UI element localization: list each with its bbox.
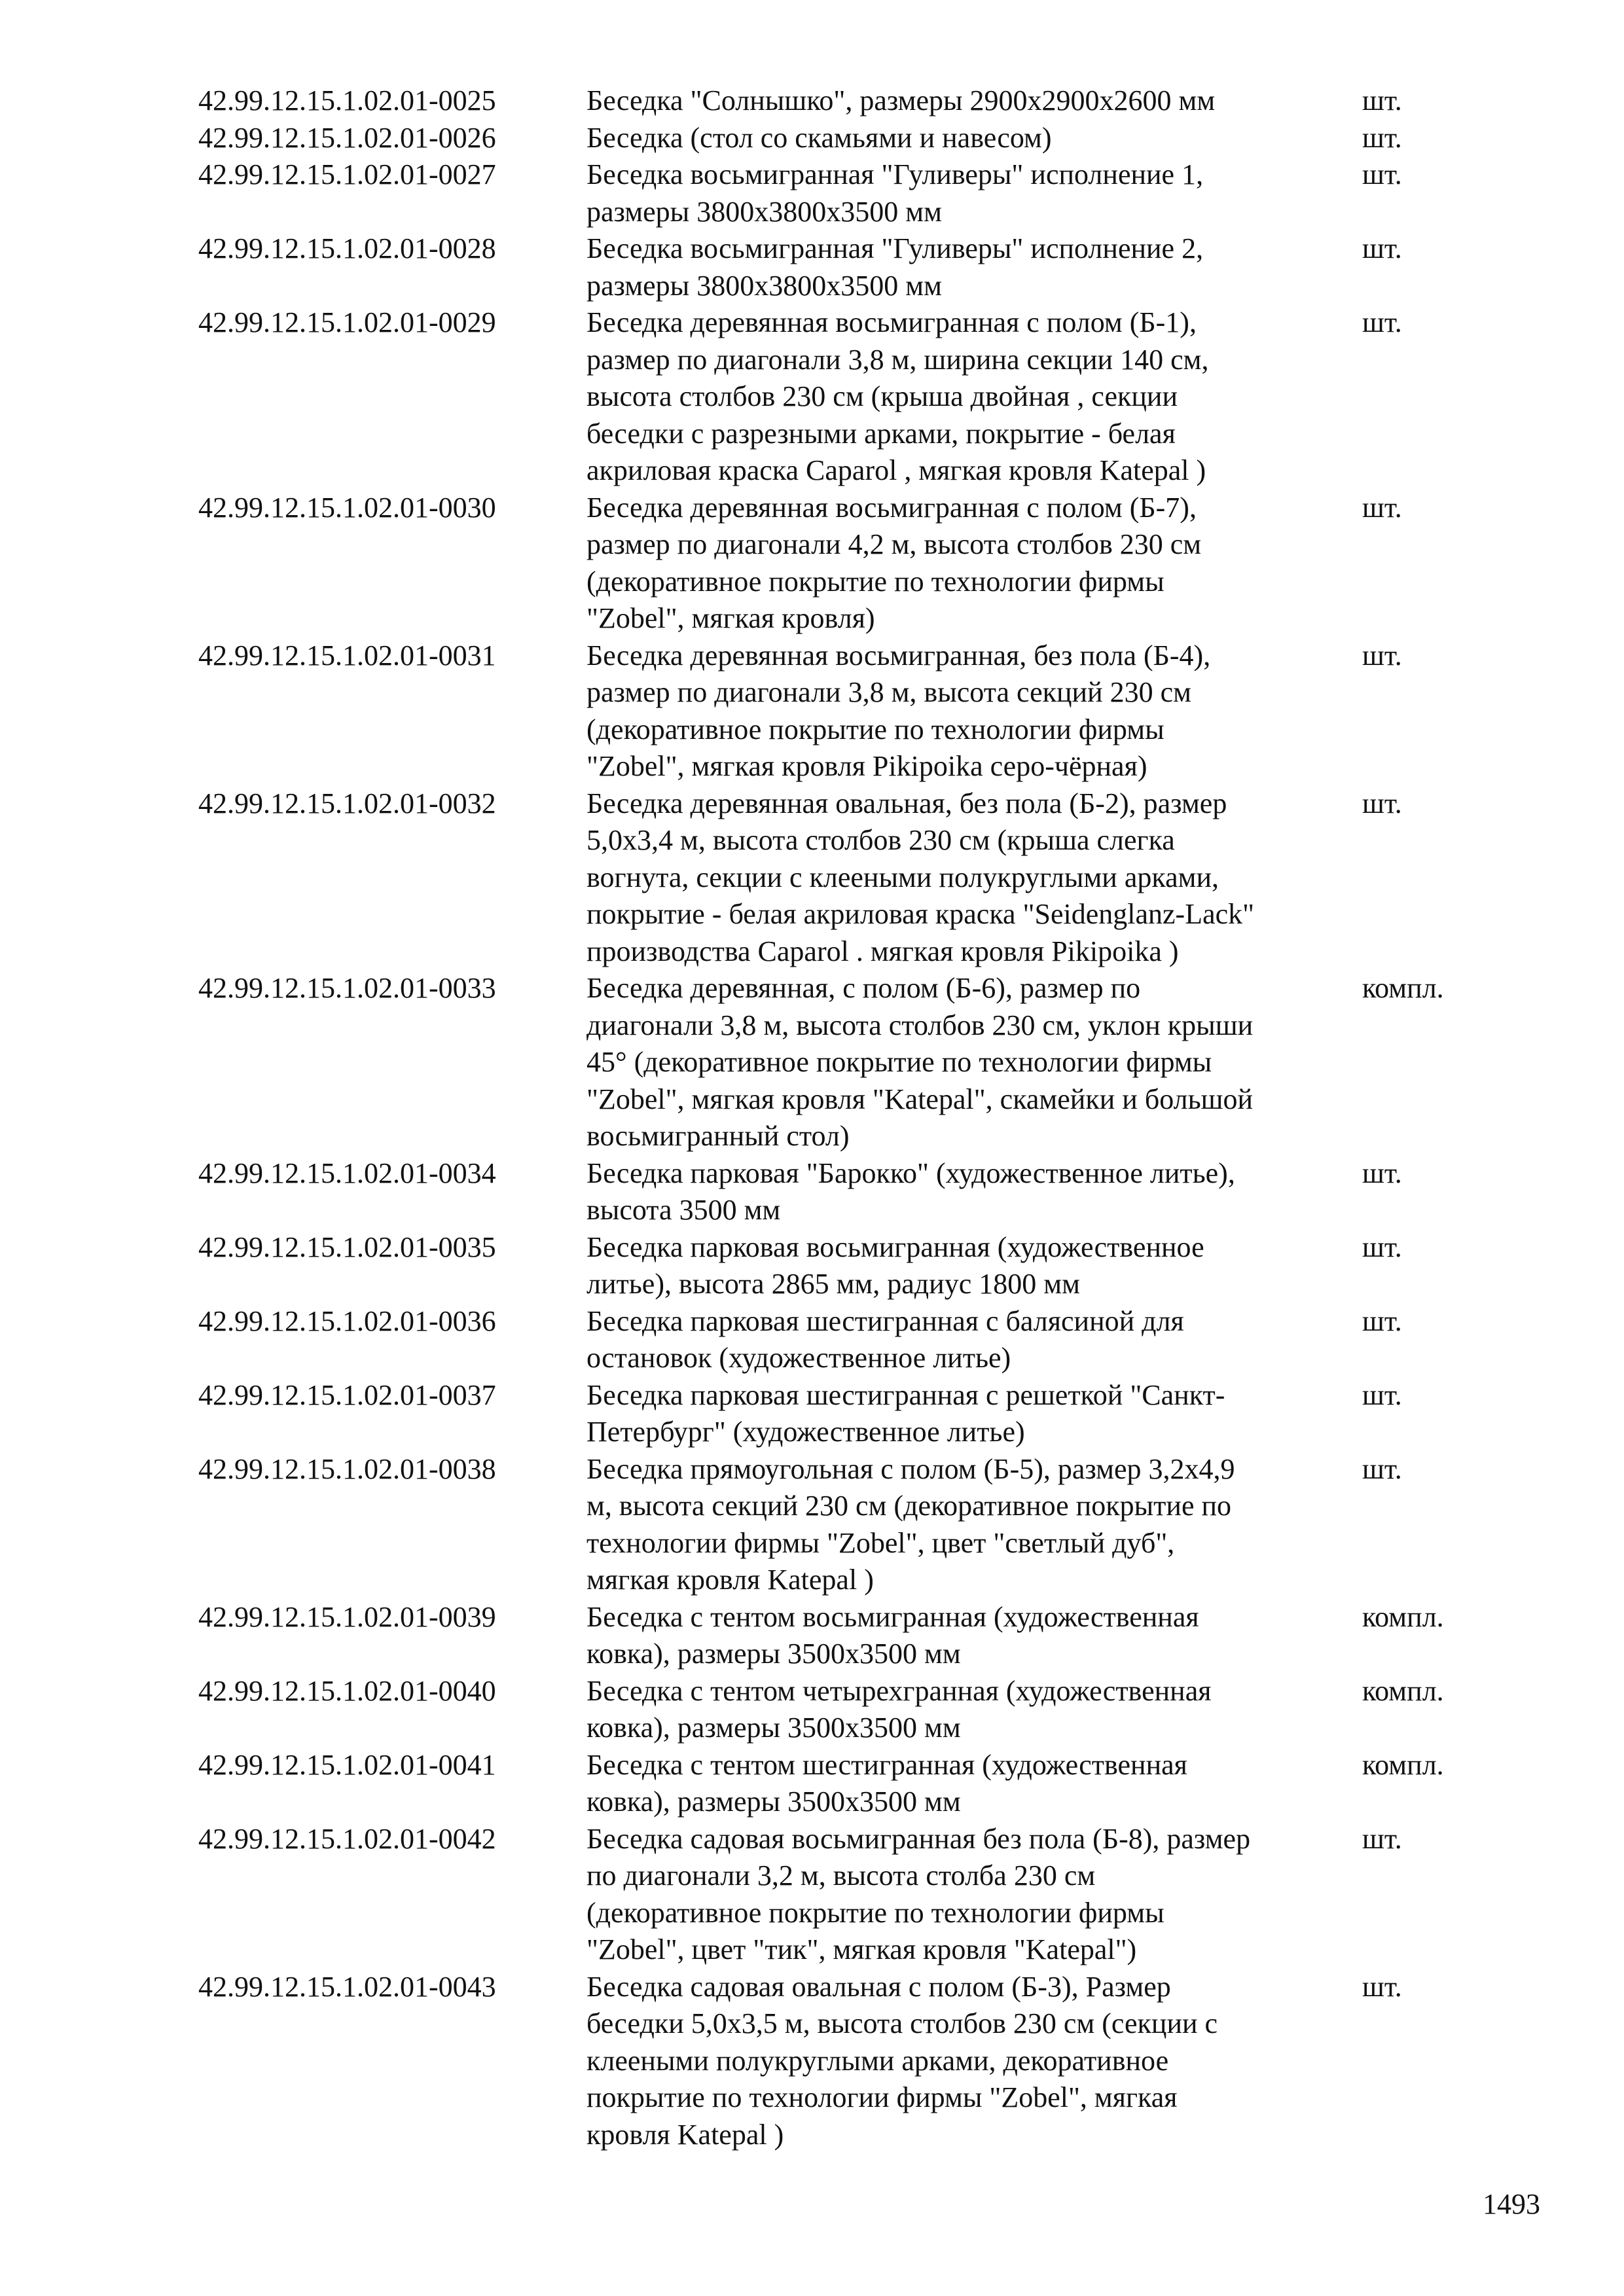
entry-description-line: Беседка садовая восьмигранная без пола (Б-8), размер bbox=[586, 1822, 1251, 1855]
entry-description bbox=[586, 1747, 1362, 1821]
entry-description-line: (декоративное покрытие по технологии фирмы bbox=[586, 1896, 1164, 1929]
entry-code: 42.99.12.15.1.02.01-0029 bbox=[198, 306, 496, 338]
entry-description-line: покрытие - белая акриловая краска "Seidenglanz-Lack" bbox=[586, 898, 1255, 930]
entry-unit: шт. bbox=[1362, 491, 1402, 524]
catalog-entry bbox=[198, 1155, 1507, 1229]
entry-description-line: Беседка парковая восьмигранная (художественное bbox=[586, 1230, 1204, 1263]
entry-code: 42.99.12.15.1.02.01-0043 bbox=[198, 1970, 496, 2003]
entry-unit: шт. bbox=[1362, 1230, 1402, 1263]
entry-unit: шт. bbox=[1362, 1970, 1402, 2003]
entry-description-line: кровля Katepal ) bbox=[586, 2118, 784, 2151]
catalog-entry bbox=[198, 120, 1507, 157]
entry-description-line: размеры 3800x3800x3500 мм bbox=[586, 195, 942, 228]
entry-description bbox=[586, 82, 1362, 120]
entry-description bbox=[586, 785, 1362, 971]
entry-description-line: м, высота секций 230 см (декоративное покрытие по bbox=[586, 1490, 1232, 1522]
entry-description bbox=[586, 1673, 1362, 1747]
entry-description-line: технологии фирмы "Zobel", цвет "светлый дуб", bbox=[586, 1526, 1175, 1559]
entry-description-line: Петербург" (художественное литье) bbox=[586, 1416, 1025, 1448]
entry-description bbox=[586, 1155, 1362, 1229]
entry-description-line: Беседка восьмигранная "Гуливеры" исполнение 2, bbox=[586, 232, 1204, 264]
entry-description-line: Беседка деревянная, с полом (Б-6), размер по bbox=[586, 972, 1141, 1004]
entry-description bbox=[586, 304, 1362, 490]
entry-description-line: производства Caparol . мягкая кровля Pikipoika ) bbox=[586, 935, 1179, 967]
entry-unit: компл. bbox=[1362, 972, 1444, 1004]
entry-description-line: восьмигранный стол) bbox=[586, 1120, 850, 1152]
entry-description-line: Беседка деревянная восьмигранная, без пола (Б-4), bbox=[586, 639, 1211, 672]
entry-description-line: Беседка парковая шестигранная с решеткой "Санкт- bbox=[586, 1378, 1225, 1411]
entry-unit: шт. bbox=[1362, 1304, 1402, 1337]
entry-code: 42.99.12.15.1.02.01-0032 bbox=[198, 787, 496, 819]
entry-unit: шт. bbox=[1362, 1452, 1402, 1485]
entry-description-line: клееными полукруглыми арками, декоративное bbox=[586, 2044, 1169, 2077]
entry-description-line: покрытие по технологии фирмы "Zobel", мягкая bbox=[586, 2081, 1178, 2113]
entry-description-line: 5,0x3,4 м, высота столбов 230 см (крыша слегка bbox=[586, 824, 1175, 856]
entry-unit: шт. bbox=[1362, 1378, 1402, 1411]
entry-description-line: Беседка восьмигранная "Гуливеры" исполнение 1, bbox=[586, 158, 1204, 190]
entry-code: 42.99.12.15.1.02.01-0030 bbox=[198, 491, 496, 524]
page-number: 1493 bbox=[1483, 2188, 1540, 2220]
entry-code: 42.99.12.15.1.02.01-0034 bbox=[198, 1157, 496, 1189]
entry-unit: шт. bbox=[1362, 1822, 1402, 1855]
entry-unit: шт. bbox=[1362, 232, 1402, 264]
entry-description-line: Беседка деревянная овальная, без пола (Б-2), размер bbox=[586, 787, 1227, 819]
entry-description bbox=[586, 1969, 1362, 2154]
entry-description-line: (декоративное покрытие по технологии фирмы bbox=[586, 713, 1164, 745]
catalog-entry bbox=[198, 230, 1507, 304]
entry-description-line: Беседка прямоугольная с полом (Б-5), размер 3,2x4,9 bbox=[586, 1452, 1235, 1485]
catalog-entry bbox=[198, 1599, 1507, 1673]
catalog-entry bbox=[198, 490, 1507, 637]
catalog-entry bbox=[198, 785, 1507, 971]
entry-description bbox=[586, 490, 1362, 637]
entry-code: 42.99.12.15.1.02.01-0026 bbox=[198, 121, 496, 154]
entry-description bbox=[586, 1821, 1362, 1969]
catalog-entries bbox=[198, 82, 1507, 2153]
entry-description-line: 45° (декоративное покрытие по технологии фирмы bbox=[586, 1046, 1212, 1078]
entry-description bbox=[586, 120, 1362, 157]
entry-description-line: Беседка деревянная восьмигранная с полом (Б-7), bbox=[586, 491, 1197, 524]
entry-description bbox=[586, 156, 1362, 230]
entry-unit: компл. bbox=[1362, 1674, 1444, 1707]
entry-description-line: мягкая кровля Katepal ) bbox=[586, 1564, 874, 1596]
entry-description-line: (декоративное покрытие по технологии фирмы bbox=[586, 565, 1164, 598]
entry-description-line: "Zobel", мягкая кровля) bbox=[586, 602, 875, 634]
catalog-entry bbox=[198, 1303, 1507, 1377]
catalog-entry bbox=[198, 304, 1507, 490]
entry-unit: шт. bbox=[1362, 121, 1402, 154]
entry-description-line: Беседка деревянная восьмигранная с полом (Б-1), bbox=[586, 306, 1197, 338]
entry-description-line: вогнута, секции с клееными полукруглыми арками, bbox=[586, 861, 1219, 893]
entry-description-line: "Zobel", мягкая кровля "Katepal", скамейки и большой bbox=[586, 1083, 1254, 1115]
entry-description-line: беседки с разрезными арками, покрытие - белая bbox=[586, 417, 1176, 450]
catalog-entry bbox=[198, 637, 1507, 785]
entry-description-line: Беседка (стол со скамьями и навесом) bbox=[586, 121, 1052, 154]
entry-description bbox=[586, 970, 1362, 1155]
catalog-entry bbox=[198, 970, 1507, 1155]
catalog-entry bbox=[198, 1377, 1507, 1451]
entry-description-line: Беседка с тентом восьмигранная (художественная bbox=[586, 1600, 1199, 1633]
entry-description-line: Беседка парковая "Барокко" (художественное литье), bbox=[586, 1157, 1235, 1189]
entry-description-line: размеры 3800x3800x3500 мм bbox=[586, 269, 942, 302]
entry-description bbox=[586, 637, 1362, 785]
entry-unit: шт. bbox=[1362, 787, 1402, 819]
entry-description-line: высота 3500 мм bbox=[586, 1194, 781, 1226]
catalog-entry bbox=[198, 1229, 1507, 1303]
entry-unit: шт. bbox=[1362, 158, 1402, 190]
entry-code: 42.99.12.15.1.02.01-0035 bbox=[198, 1230, 496, 1263]
entry-unit: шт. bbox=[1362, 639, 1402, 672]
entry-description-line: ковка), размеры 3500x3500 мм bbox=[586, 1785, 961, 1818]
entry-description-line: ковка), размеры 3500x3500 мм bbox=[586, 1712, 961, 1744]
entry-unit: компл. bbox=[1362, 1748, 1444, 1781]
entry-description-line: "Zobel", мягкая кровля Pikipoika серо-чёрная) bbox=[586, 750, 1147, 782]
entry-description-line: Беседка с тентом четырехгранная (художественная bbox=[586, 1674, 1212, 1707]
entry-code: 42.99.12.15.1.02.01-0038 bbox=[198, 1452, 496, 1485]
entry-description-line: Беседка с тентом шестигранная (художественная bbox=[586, 1748, 1187, 1781]
entry-description bbox=[586, 1451, 1362, 1599]
entry-description-line: высота столбов 230 см (крыша двойная , секции bbox=[586, 380, 1178, 412]
catalog-entry bbox=[198, 1821, 1507, 1969]
entry-description-line: размер по диагонали 3,8 м, высота секций 230 см bbox=[586, 676, 1191, 708]
entry-code: 42.99.12.15.1.02.01-0037 bbox=[198, 1378, 496, 1411]
catalog-entry bbox=[198, 1673, 1507, 1747]
entry-description bbox=[586, 1229, 1362, 1303]
entry-description-line: беседки 5,0x3,5 м, высота столбов 230 см (секции с bbox=[586, 2007, 1218, 2039]
entry-description-line: по диагонали 3,2 м, высота столба 230 см bbox=[586, 1859, 1096, 1892]
entry-unit: шт. bbox=[1362, 1157, 1402, 1189]
entry-code: 42.99.12.15.1.02.01-0033 bbox=[198, 972, 496, 1004]
entry-description-line: ковка), размеры 3500x3500 мм bbox=[586, 1638, 961, 1670]
catalog-entry bbox=[198, 1969, 1507, 2154]
entry-description-line: акриловая краска Caparol , мягкая кровля Katepal ) bbox=[586, 454, 1206, 486]
entry-code: 42.99.12.15.1.02.01-0025 bbox=[198, 84, 496, 117]
entry-code: 42.99.12.15.1.02.01-0039 bbox=[198, 1600, 496, 1633]
entry-code: 42.99.12.15.1.02.01-0027 bbox=[198, 158, 496, 190]
entry-description-line: "Zobel", цвет "тик", мягкая кровля "Katepal") bbox=[586, 1933, 1137, 1965]
entry-unit: компл. bbox=[1362, 1600, 1444, 1633]
entry-description-line: остановок (художественное литье) bbox=[586, 1342, 1011, 1374]
entry-code: 42.99.12.15.1.02.01-0036 bbox=[198, 1304, 496, 1337]
entry-code: 42.99.12.15.1.02.01-0031 bbox=[198, 639, 496, 672]
entry-code: 42.99.12.15.1.02.01-0040 bbox=[198, 1674, 496, 1707]
catalog-entry bbox=[198, 1451, 1507, 1599]
entry-description-line: размер по диагонали 3,8 м, ширина секции 140 см, bbox=[586, 343, 1209, 376]
entry-unit: шт. bbox=[1362, 306, 1402, 338]
entry-description bbox=[586, 1377, 1362, 1451]
entry-unit: шт. bbox=[1362, 84, 1402, 117]
entry-description-line: диагонали 3,8 м, высота столбов 230 см, уклон крыши bbox=[586, 1009, 1254, 1041]
entry-description-line: Беседка "Солнышко", размеры 2900x2900x2600 мм bbox=[586, 84, 1216, 117]
catalog-entry bbox=[198, 82, 1507, 120]
catalog-entry bbox=[198, 156, 1507, 230]
entry-description bbox=[586, 1303, 1362, 1377]
entry-description-line: Беседка садовая овальная с полом (Б-3), Размер bbox=[586, 1970, 1171, 2003]
entry-code: 42.99.12.15.1.02.01-0028 bbox=[198, 232, 496, 264]
entry-code: 42.99.12.15.1.02.01-0042 bbox=[198, 1822, 496, 1855]
entry-description bbox=[586, 1599, 1362, 1673]
entry-description-line: Беседка парковая шестигранная с балясиной для bbox=[586, 1304, 1184, 1337]
entry-description bbox=[586, 230, 1362, 304]
entry-code: 42.99.12.15.1.02.01-0041 bbox=[198, 1748, 496, 1781]
entry-description-line: литье), высота 2865 мм, радиус 1800 мм bbox=[586, 1268, 1080, 1300]
catalog-entry bbox=[198, 1747, 1507, 1821]
entry-description-line: размер по диагонали 4,2 м, высота столбов 230 см bbox=[586, 528, 1202, 560]
